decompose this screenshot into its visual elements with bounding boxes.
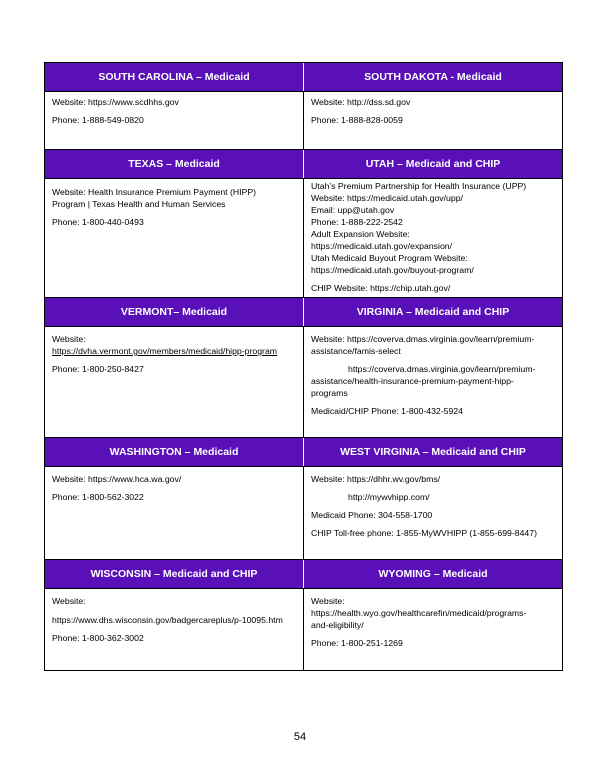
table-header-row	[45, 437, 562, 466]
utah-cell	[303, 179, 562, 297]
utah-header: UTAH – Medicaid and CHIP	[303, 150, 562, 178]
virginia-website-2b[interactable]: assistance/health-insurance-premium-payment-hipp-	[311, 376, 514, 386]
west-virginia-website-2[interactable]: http://mywvhipp.com/	[348, 492, 430, 502]
west-virginia-header: WEST VIRGINIA – Medicaid and CHIP	[303, 438, 562, 466]
utah-line-6[interactable]: https://medicaid.utah.gov/expansion/	[311, 241, 453, 251]
texas-website-line-1[interactable]: Website: Health Insurance Premium Payment (HIPP)	[52, 187, 257, 197]
south-dakota-header: SOUTH DAKOTA - Medicaid	[303, 63, 562, 91]
west-virginia-chip-phone: CHIP Toll-free phone: 1-855-MyWVHIPP (1-855-699-8447)	[311, 528, 537, 538]
table-body-row	[45, 466, 562, 559]
south-dakota-cell	[303, 92, 562, 149]
vermont-cell	[45, 327, 303, 437]
table-header-row	[45, 559, 562, 588]
utah-line-2[interactable]: Website: https://medicaid.utah.gov/upp/	[311, 193, 463, 203]
texas-website-line-2[interactable]: Program | Texas Health and Human Services	[52, 199, 226, 209]
table-body-row	[45, 326, 562, 437]
virginia-header: VIRGINIA – Medicaid and CHIP	[303, 298, 562, 326]
wisconsin-header: WISCONSIN – Medicaid and CHIP	[45, 560, 303, 588]
table-body-row	[45, 178, 562, 297]
virginia-cell	[303, 327, 562, 437]
virginia-website-1b[interactable]: assistance/famis-select	[311, 346, 401, 356]
vermont-website-label: Website:	[52, 334, 86, 344]
virginia-website-1a[interactable]: Website: https://coverva.dmas.virginia.gov/learn/premium-	[311, 334, 535, 344]
south-carolina-cell	[45, 92, 303, 149]
washington-phone: Phone: 1-800-562-3022	[52, 492, 144, 502]
wisconsin-website-label: Website:	[52, 596, 86, 606]
wyoming-header: WYOMING – Medicaid	[303, 560, 562, 588]
utah-line-4: Phone: 1-888-222-2542	[311, 217, 403, 227]
west-virginia-medicaid-phone: Medicaid Phone: 304-558-1700	[311, 510, 433, 520]
south-carolina-phone: Phone: 1-888-549-0820	[52, 115, 144, 125]
wyoming-website-line-1[interactable]: https://health.wyo.gov/healthcarefin/medicaid/programs-	[311, 608, 527, 618]
wyoming-website-label: Website:	[311, 596, 345, 606]
table-header-row	[45, 149, 562, 178]
south-dakota-website[interactable]: Website: http://dss.sd.gov	[311, 97, 411, 107]
texas-phone: Phone: 1-800-440-0493	[52, 217, 144, 227]
wyoming-phone: Phone: 1-800-251-1269	[311, 638, 403, 648]
washington-website[interactable]: Website: https://www.hca.wa.gov/	[52, 474, 182, 484]
wyoming-website-line-2[interactable]: and-eligibility/	[311, 620, 364, 630]
utah-line-5: Adult Expansion Website:	[311, 229, 410, 239]
west-virginia-cell	[303, 467, 562, 559]
vermont-header: VERMONT– Medicaid	[45, 298, 303, 326]
table-header-row	[45, 63, 562, 91]
utah-chip[interactable]: CHIP Website: https://chip.utah.gov/	[311, 283, 451, 293]
virginia-website-2a[interactable]: https://coverva.dmas.virginia.gov/learn/premium-	[348, 364, 536, 374]
table-header-row	[45, 297, 562, 326]
vermont-phone: Phone: 1-800-250-8427	[52, 364, 144, 374]
utah-line-3[interactable]: Email: upp@utah.gov	[311, 205, 395, 215]
virginia-website-2c[interactable]: programs	[311, 388, 348, 398]
south-dakota-phone: Phone: 1-888-828-0059	[311, 115, 403, 125]
utah-line-8[interactable]: https://medicaid.utah.gov/buyout-program/	[311, 265, 474, 275]
south-carolina-website[interactable]: Website: https://www.scdhhs.gov	[52, 97, 179, 107]
wisconsin-website-link[interactable]: https://www.dhs.wisconsin.gov/badgercareplus/p-10095.htm	[52, 615, 283, 625]
utah-line-1: Utah’s Premium Partnership for Health Insurance (UPP)	[311, 181, 527, 191]
south-carolina-header: SOUTH CAROLINA – Medicaid	[45, 63, 303, 91]
utah-line-7: Utah Medicaid Buyout Program Website:	[311, 253, 468, 263]
texas-cell	[45, 179, 303, 297]
wisconsin-phone: Phone: 1-800-362-3002	[52, 633, 144, 643]
wisconsin-cell	[45, 589, 303, 670]
west-virginia-website[interactable]: Website: https://dhhr.wv.gov/bms/	[311, 474, 441, 484]
virginia-phone: Medicaid/CHIP Phone: 1-800-432-5924	[311, 406, 463, 416]
wyoming-cell	[303, 589, 562, 670]
washington-header: WASHINGTON – Medicaid	[45, 438, 303, 466]
page-number: 54	[293, 731, 307, 743]
texas-header: TEXAS – Medicaid	[45, 150, 303, 178]
washington-cell	[45, 467, 303, 559]
state-contacts-table	[44, 62, 563, 671]
table-body-row	[45, 91, 562, 149]
table-body-row	[45, 588, 562, 670]
vermont-website-link[interactable]: https://dvha.vermont.gov/members/medicaid/hipp-program	[52, 346, 278, 356]
